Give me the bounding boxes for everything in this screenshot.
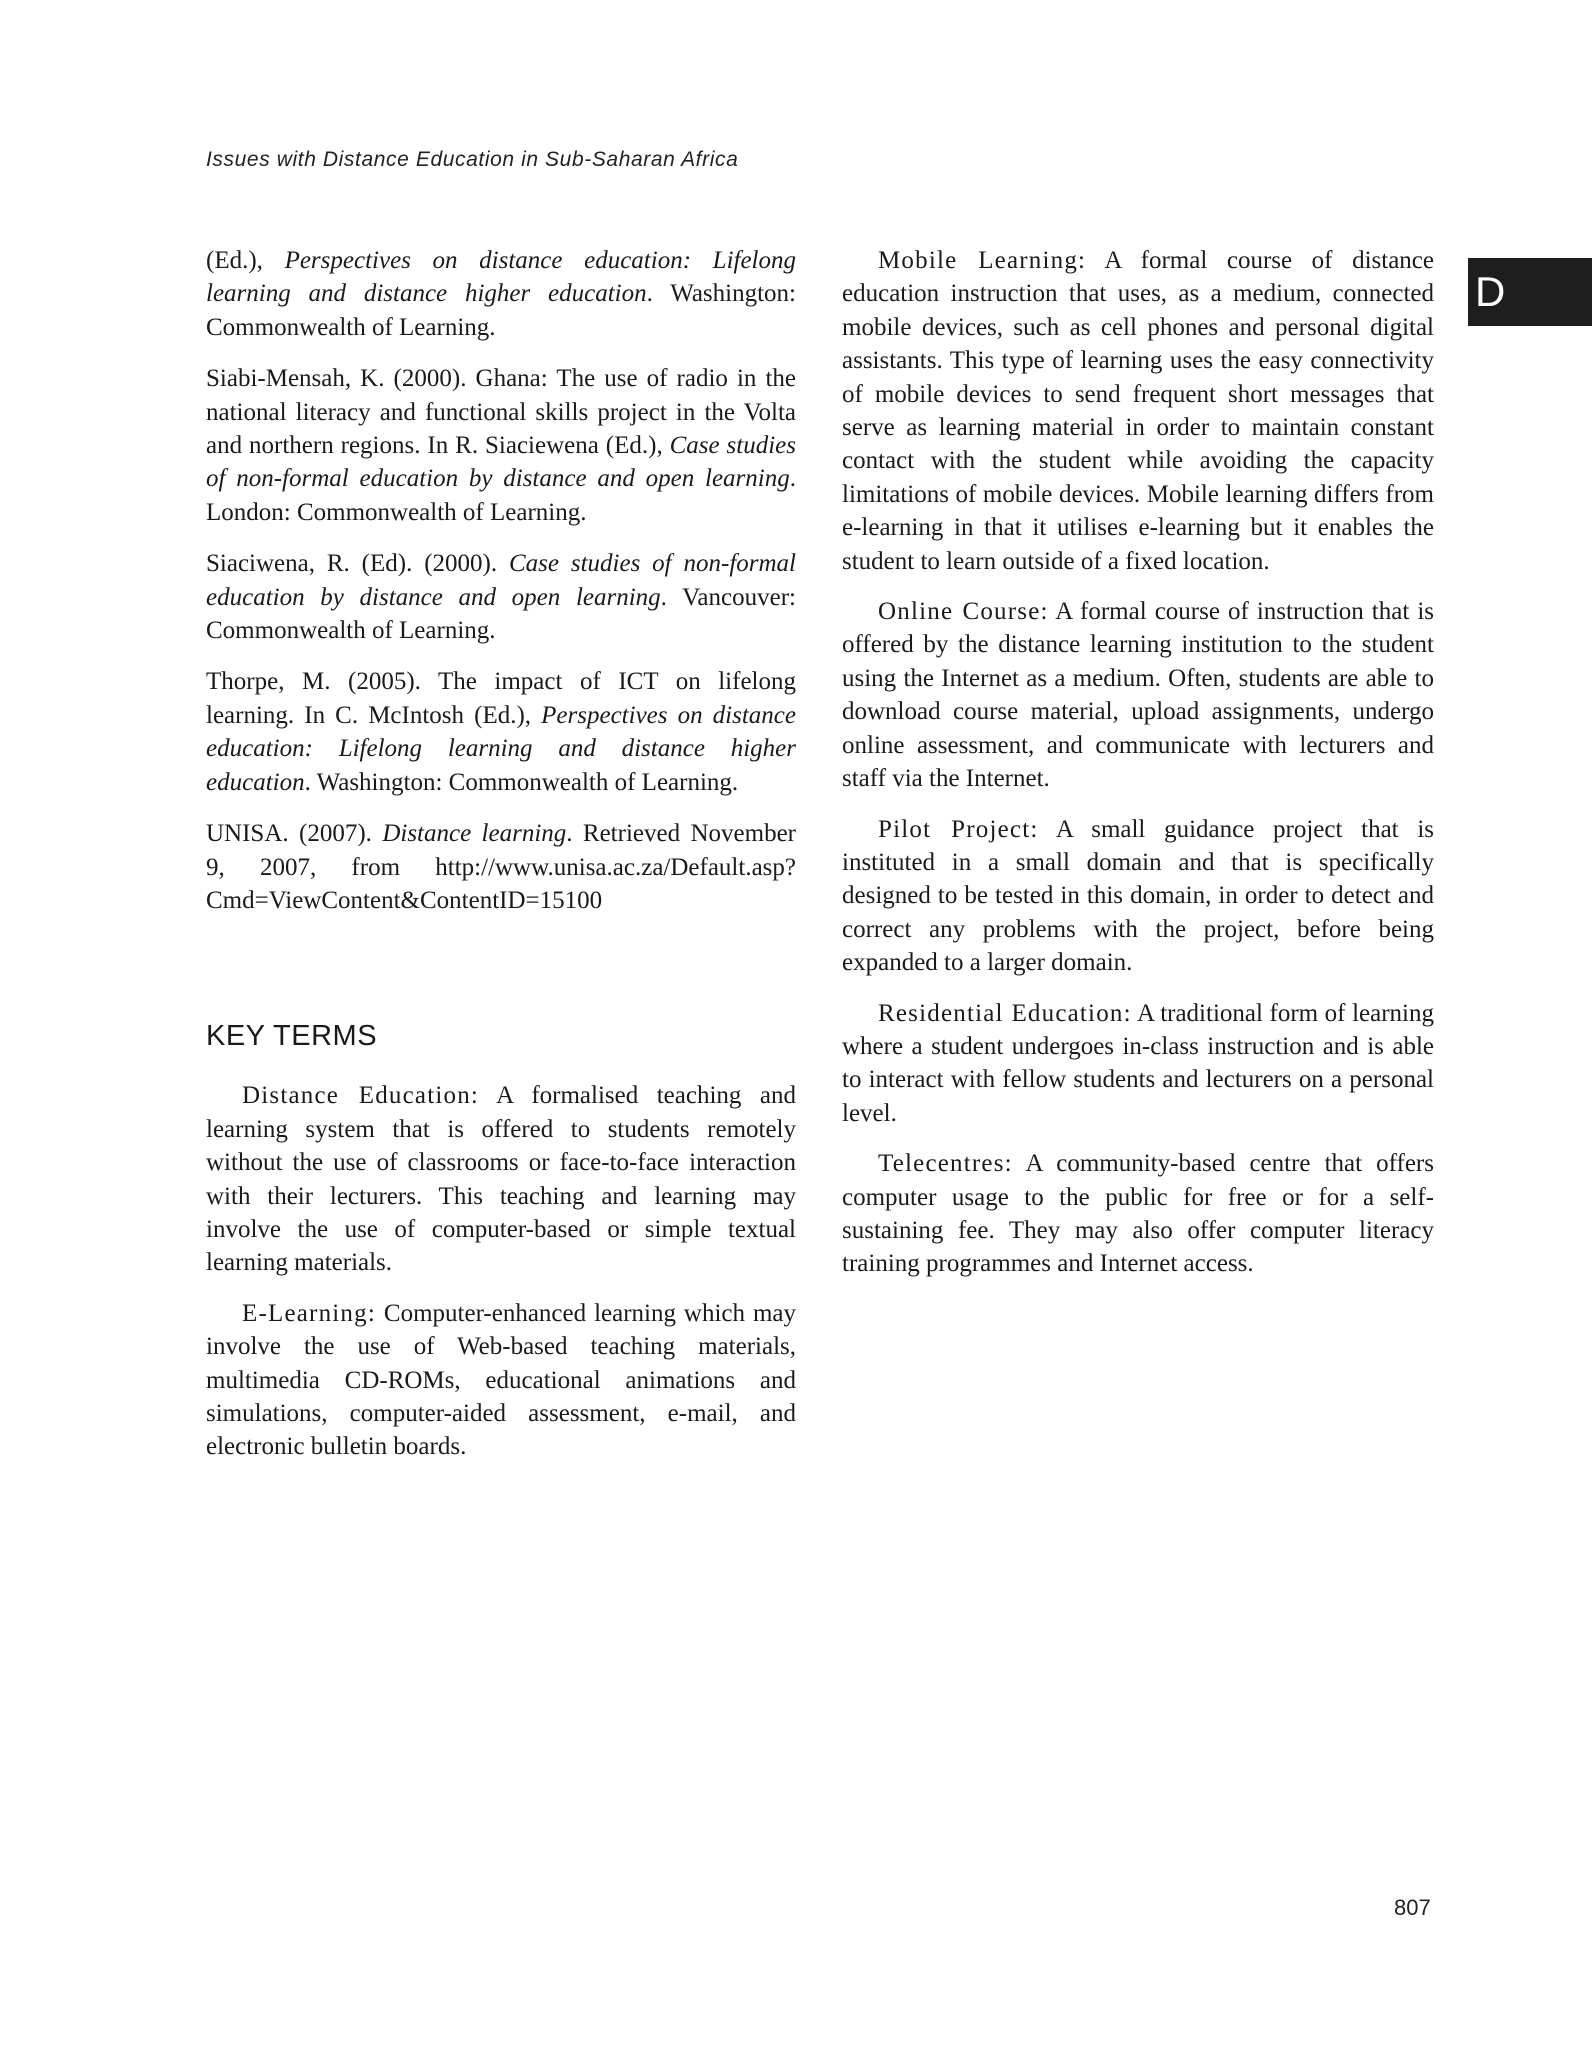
ref-text: . Retrieved November 9, 2007, from http://www.unisa.ac.za/Default.asp?Cmd=ViewContent&ContentID=15100 xyxy=(206,820,796,914)
term-name: E-Learning: xyxy=(242,1299,376,1327)
running-title: Issues with Distance Education in Sub-Saharan Africa xyxy=(206,148,739,171)
ref-text: Siaciwena, R. (Ed). (2000). xyxy=(206,550,509,578)
ref-text: . Washington: Commonwealth of Learning. xyxy=(206,280,796,341)
right-column xyxy=(842,244,1434,1298)
term-name: Distance Education: xyxy=(242,1082,480,1110)
term-definition: A community-based centre that offers computer usage to the public for free or for a self-sustaining fee. They may also offer computer literacy training programmes and Internet access. xyxy=(842,1150,1434,1278)
term-name: Online Course: xyxy=(878,598,1049,626)
ref-text: . Washington: Commonwealth of Learning. xyxy=(304,768,739,796)
term-definition: Computer-enhanced learning which may involve the use of Web-based teaching materials, multimedia CD-ROMs, educational animations and simulations, computer-aided assessment, e-mail, and electronic bulletin boards. xyxy=(206,1299,796,1461)
reference-entry xyxy=(206,244,796,344)
ref-text: (Ed.), xyxy=(206,247,285,274)
reference-entry xyxy=(206,547,796,647)
reference-entry xyxy=(206,817,796,917)
left-column xyxy=(206,244,796,1481)
term-name: Telecentres: xyxy=(878,1150,1013,1178)
key-term-entry xyxy=(842,1147,1434,1281)
term-definition: A traditional form of learning where a student undergoes in-class instruction and is able to interact with fellow students and lecturers on a personal level. xyxy=(842,999,1434,1127)
term-definition: A formal course of instruction that is offered by the distance learning institution to the student using the Internet as a medium. Often, students are able to download course material, upload assignments, undergo online assessment, and communicate with lecturers and staff via the Internet. xyxy=(842,598,1434,793)
term-name: Residential Education: xyxy=(878,999,1132,1027)
key-term-entry xyxy=(842,997,1434,1131)
key-terms-heading: KEY TERMS xyxy=(206,1020,378,1053)
reference-entry xyxy=(206,665,796,799)
term-name: Mobile Learning: xyxy=(878,247,1087,274)
ref-title: Perspectives on distance education: Lifelong learning and distance higher education xyxy=(206,701,796,796)
ref-title: Distance learning xyxy=(382,820,567,848)
ref-text: . Vancouver: Commonwealth of Learning. xyxy=(206,583,796,645)
ref-text: UNISA. (2007). xyxy=(206,820,383,848)
ref-title: Perspectives on distance education: Lifelong learning and distance higher education xyxy=(206,247,797,308)
ref-text: Siabi-Mensah, K. (2000). Ghana: The use of radio in the national literacy and functional skills project in the Volta and northern regions. In R. Siaciewena (Ed.), xyxy=(206,365,796,460)
term-definition: A small guidance project that is instituted in a small domain and that is specifically designed to be tested in this domain, in order to detect and correct any problems with the project, before being expanded to a larger domain. xyxy=(842,815,1434,977)
section-tab xyxy=(1468,258,1592,326)
ref-text: . London: Commonwealth of Learning. xyxy=(206,465,796,526)
term-definition: A formalised teaching and learning system that is offered to students remotely without the use of classrooms or face-to-face interaction with their lecturers. This teaching and learning may involve the use of computer-based or simple textual learning materials. xyxy=(206,1082,796,1277)
reference-list xyxy=(206,244,796,917)
key-term-entry xyxy=(842,595,1434,795)
term-definition: A formal course of distance education instruction that uses, as a medium, connected mobile devices, such as cell phones and personal digital assistants. This type of learning uses the easy connectivity of mobile devices to send frequent short messages that serve as learning material in order to maintain constant contact with the student while avoiding the capacity limitations of mobile devices. Mobile learning differs from e-learning in that it utilises e-learning but it enables the student to learn outside of a fixed location. xyxy=(842,247,1434,575)
term-name: Pilot Project: xyxy=(878,815,1039,843)
key-term-entry xyxy=(206,1079,796,1279)
ref-title: Case studies of non-formal education by distance and open learning xyxy=(206,550,796,611)
ref-text: Thorpe, M. (2005). The impact of ICT on lifelong learning. In C. McIntosh (Ed.), xyxy=(206,668,796,729)
page-number: 807 xyxy=(1394,1895,1431,1920)
reference-entry xyxy=(206,362,796,529)
key-term-entry xyxy=(842,813,1434,980)
key-term-entry xyxy=(842,244,1434,578)
key-term-entry xyxy=(206,1297,796,1464)
ref-title: Case studies of non-formal education by distance and open learning xyxy=(206,432,796,493)
section-letter: D xyxy=(1475,268,1506,315)
